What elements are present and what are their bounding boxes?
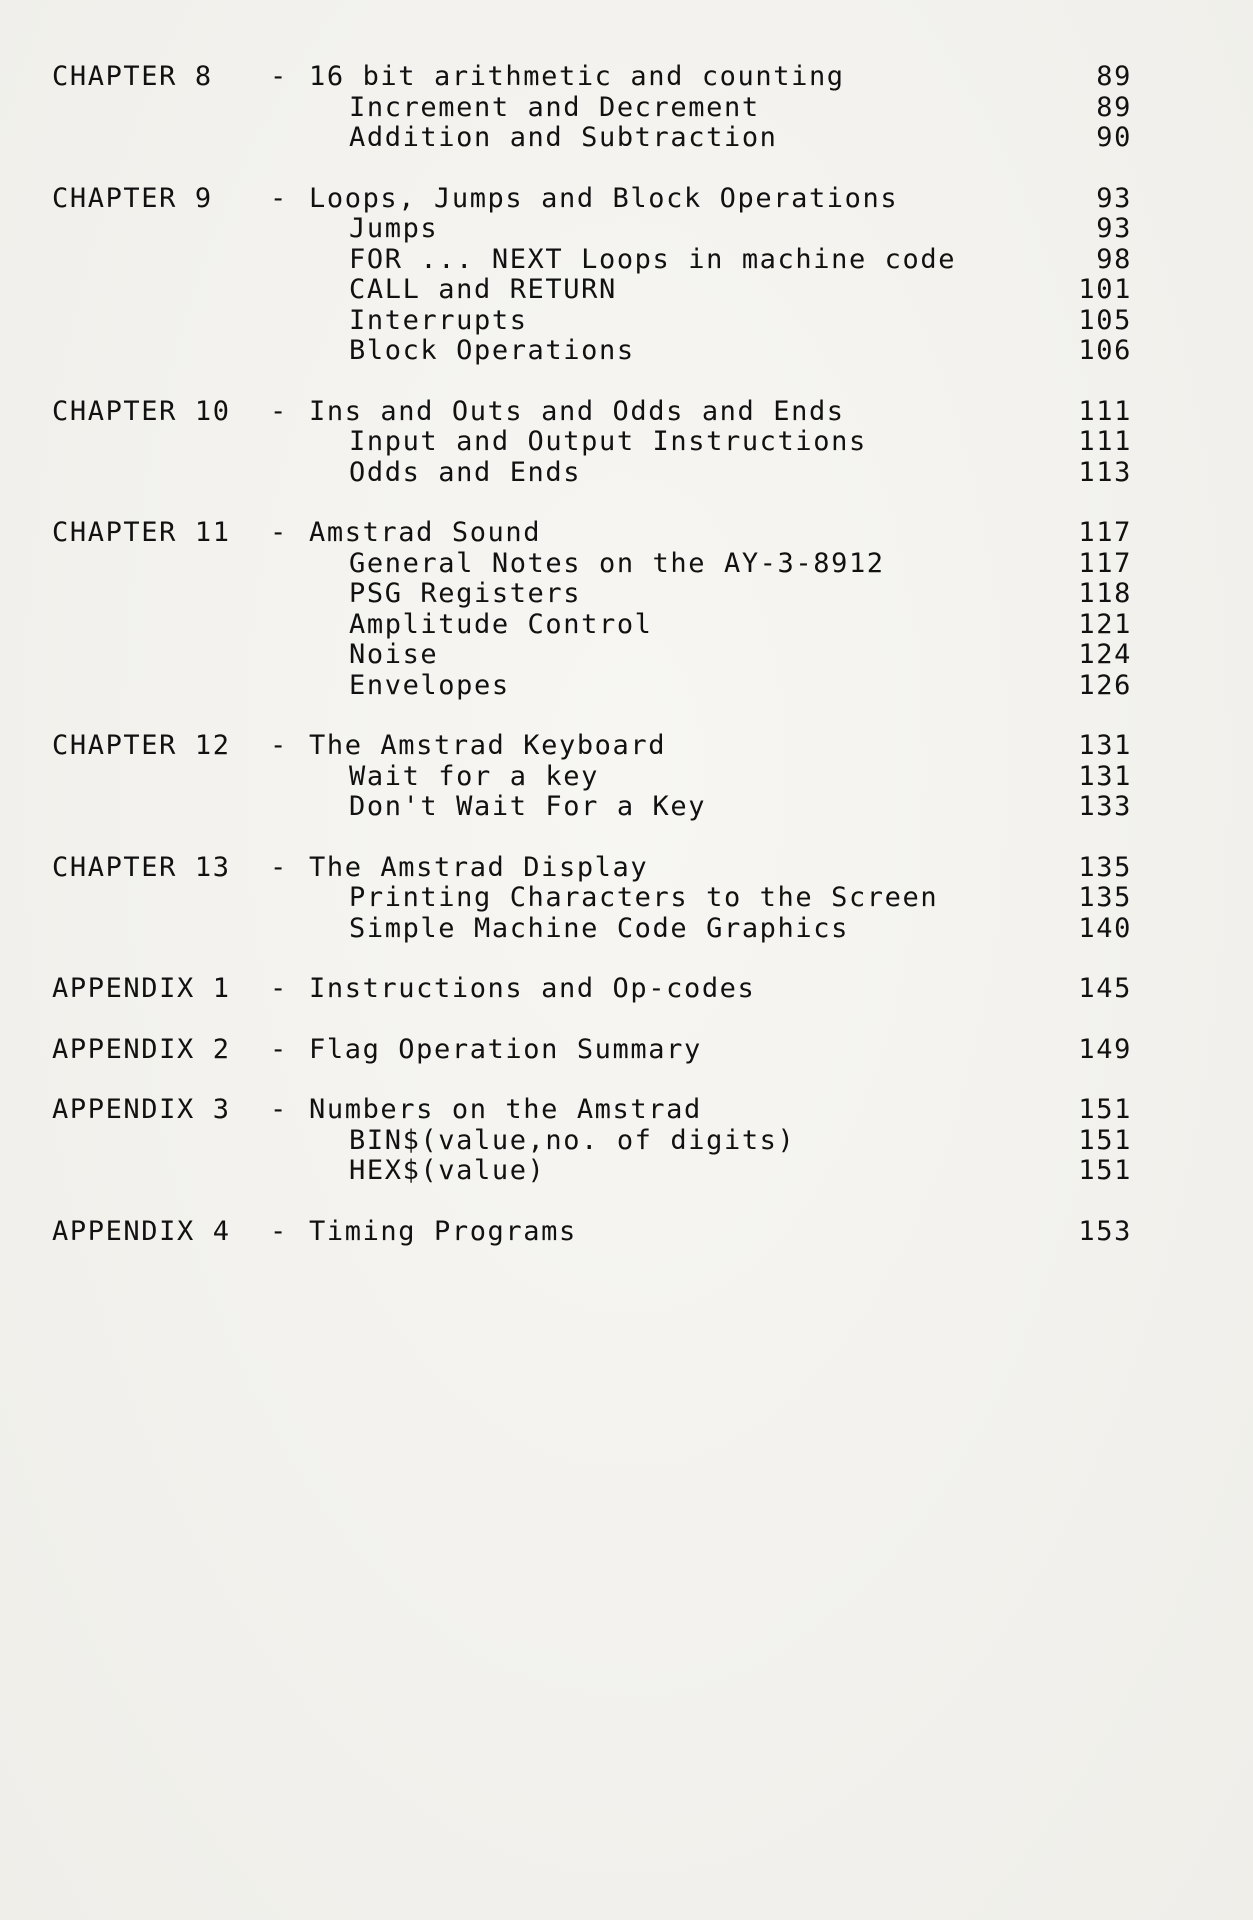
separator-dash: - xyxy=(270,182,288,214)
section-label: CHAPTER 12 xyxy=(52,730,231,761)
section-label: APPENDIX 4 xyxy=(52,1215,231,1247)
subsection-title: Odds and Ends xyxy=(349,456,582,488)
toc-entry xyxy=(52,1035,1132,1066)
toc-subentry xyxy=(52,123,1132,154)
subsection-title: HEX$(value) xyxy=(349,1155,546,1186)
section-label: APPENDIX 3 xyxy=(52,1094,231,1125)
toc-entry xyxy=(52,397,1132,428)
toc-entry xyxy=(52,1217,1132,1248)
subsection-title: Simple Machine Code Graphics xyxy=(349,912,849,944)
toc-entry xyxy=(52,184,1132,215)
page-number: 151 xyxy=(1078,1094,1132,1125)
subsection-title: BIN$(value,no. of digits) xyxy=(349,1124,796,1156)
section-title: Ins and Outs and Odds and Ends xyxy=(309,395,845,427)
separator-dash: - xyxy=(270,61,288,92)
section-label: APPENDIX 1 xyxy=(52,973,231,1004)
section-title: Flag Operation Summary xyxy=(309,1033,702,1065)
toc-section xyxy=(52,731,1132,823)
page-number: 93 xyxy=(1096,182,1132,214)
section-label: CHAPTER 8 xyxy=(52,61,213,92)
section-title: The Amstrad Keyboard xyxy=(309,730,667,761)
separator-dash: - xyxy=(270,1033,288,1065)
page-number: 145 xyxy=(1078,973,1132,1004)
section-label: CHAPTER 11 xyxy=(52,517,231,548)
section-title: Numbers on the Amstrad xyxy=(309,1094,702,1125)
toc-section xyxy=(52,1095,1132,1187)
toc-subentry xyxy=(52,214,1132,245)
toc-section xyxy=(52,1217,1132,1248)
toc-subentry xyxy=(52,1156,1132,1187)
toc-subentry xyxy=(52,93,1132,124)
toc-entry xyxy=(52,731,1132,762)
separator-dash: - xyxy=(270,517,288,548)
page-number: 98 xyxy=(1096,243,1132,275)
toc-subentry xyxy=(52,306,1132,337)
section-label: CHAPTER 10 xyxy=(52,395,231,427)
page-number: 117 xyxy=(1078,517,1132,548)
separator-dash: - xyxy=(270,973,288,1004)
toc-section xyxy=(52,62,1132,154)
subsection-title: Amplitude Control xyxy=(349,608,653,640)
subsection-title: Noise xyxy=(349,639,439,670)
page-number: 126 xyxy=(1078,669,1132,701)
toc-section xyxy=(52,184,1132,367)
toc-subentry xyxy=(52,610,1132,641)
separator-dash: - xyxy=(270,1094,288,1125)
subsection-title: Printing Characters to the Screen xyxy=(349,882,939,913)
toc-subentry xyxy=(52,245,1132,276)
subsection-title: Input and Output Instructions xyxy=(349,426,867,457)
subsection-title: Envelopes xyxy=(349,669,510,701)
page-number: 113 xyxy=(1078,456,1132,488)
section-label: APPENDIX 2 xyxy=(52,1033,231,1065)
page-number: 135 xyxy=(1078,882,1132,913)
subsection-title: FOR ... NEXT Loops in machine code xyxy=(349,243,957,275)
subsection-title: Wait for a key xyxy=(349,760,599,792)
toc-subentry xyxy=(52,579,1132,610)
toc-entry xyxy=(52,853,1132,884)
toc-section xyxy=(52,974,1132,1005)
page-number: 101 xyxy=(1078,274,1132,305)
subsection-title: Addition and Subtraction xyxy=(349,122,778,153)
page-number: 133 xyxy=(1078,791,1132,822)
section-label: CHAPTER 13 xyxy=(52,851,231,883)
section-title: Loops, Jumps and Block Operations xyxy=(309,182,899,214)
page-number: 89 xyxy=(1096,61,1132,92)
subsection-title: Don't Wait For a Key xyxy=(349,791,707,822)
page-number: 131 xyxy=(1078,760,1132,792)
page-number: 121 xyxy=(1078,608,1132,640)
subsection-title: Increment and Decrement xyxy=(349,91,760,123)
page-number: 89 xyxy=(1096,91,1132,123)
section-title: Instructions and Op-codes xyxy=(309,973,756,1004)
toc-entry xyxy=(52,62,1132,93)
subsection-title: Jumps xyxy=(349,213,439,244)
subsection-title: General Notes on the AY-3-8912 xyxy=(349,547,885,579)
page-number: 151 xyxy=(1078,1124,1132,1156)
page-number: 111 xyxy=(1078,426,1132,457)
page-number: 105 xyxy=(1078,304,1132,336)
toc-subentry xyxy=(52,640,1132,671)
page-number: 106 xyxy=(1078,335,1132,366)
toc-subentry xyxy=(52,458,1132,489)
toc-entry xyxy=(52,1095,1132,1126)
section-title: The Amstrad Display xyxy=(309,851,649,883)
page-number: 135 xyxy=(1078,851,1132,883)
page-number: 151 xyxy=(1078,1155,1132,1186)
toc-subentry xyxy=(52,427,1132,458)
separator-dash: - xyxy=(270,730,288,761)
toc-subentry xyxy=(52,1126,1132,1157)
page-number: 140 xyxy=(1078,912,1132,944)
subsection-title: Block Operations xyxy=(349,335,635,366)
toc-subentry xyxy=(52,336,1132,367)
toc-subentry xyxy=(52,671,1132,702)
toc-subentry xyxy=(52,762,1132,793)
page-number: 90 xyxy=(1096,122,1132,153)
separator-dash: - xyxy=(270,1215,288,1247)
page-number: 117 xyxy=(1078,547,1132,579)
section-label: CHAPTER 9 xyxy=(52,182,213,214)
toc-entry xyxy=(52,518,1132,549)
page-number: 153 xyxy=(1078,1215,1132,1247)
section-title: Timing Programs xyxy=(309,1215,577,1247)
table-of-contents xyxy=(52,62,1132,1277)
toc-subentry xyxy=(52,792,1132,823)
page-number: 111 xyxy=(1078,395,1132,427)
toc-section xyxy=(52,518,1132,701)
section-title: Amstrad Sound xyxy=(309,517,542,548)
toc-subentry xyxy=(52,549,1132,580)
toc-subentry xyxy=(52,883,1132,914)
toc-subentry xyxy=(52,914,1132,945)
toc-section xyxy=(52,853,1132,945)
separator-dash: - xyxy=(270,851,288,883)
page-number: 131 xyxy=(1078,730,1132,761)
section-title: 16 bit arithmetic and counting xyxy=(309,61,845,92)
separator-dash: - xyxy=(270,395,288,427)
page-number: 93 xyxy=(1096,213,1132,244)
subsection-title: Interrupts xyxy=(349,304,528,336)
toc-section xyxy=(52,397,1132,489)
page-number: 124 xyxy=(1078,639,1132,670)
subsection-title: CALL and RETURN xyxy=(349,274,617,305)
toc-subentry xyxy=(52,275,1132,306)
toc-section xyxy=(52,1035,1132,1066)
page-number: 149 xyxy=(1078,1033,1132,1065)
subsection-title: PSG Registers xyxy=(349,578,582,609)
page-number: 118 xyxy=(1078,578,1132,609)
toc-entry xyxy=(52,974,1132,1005)
